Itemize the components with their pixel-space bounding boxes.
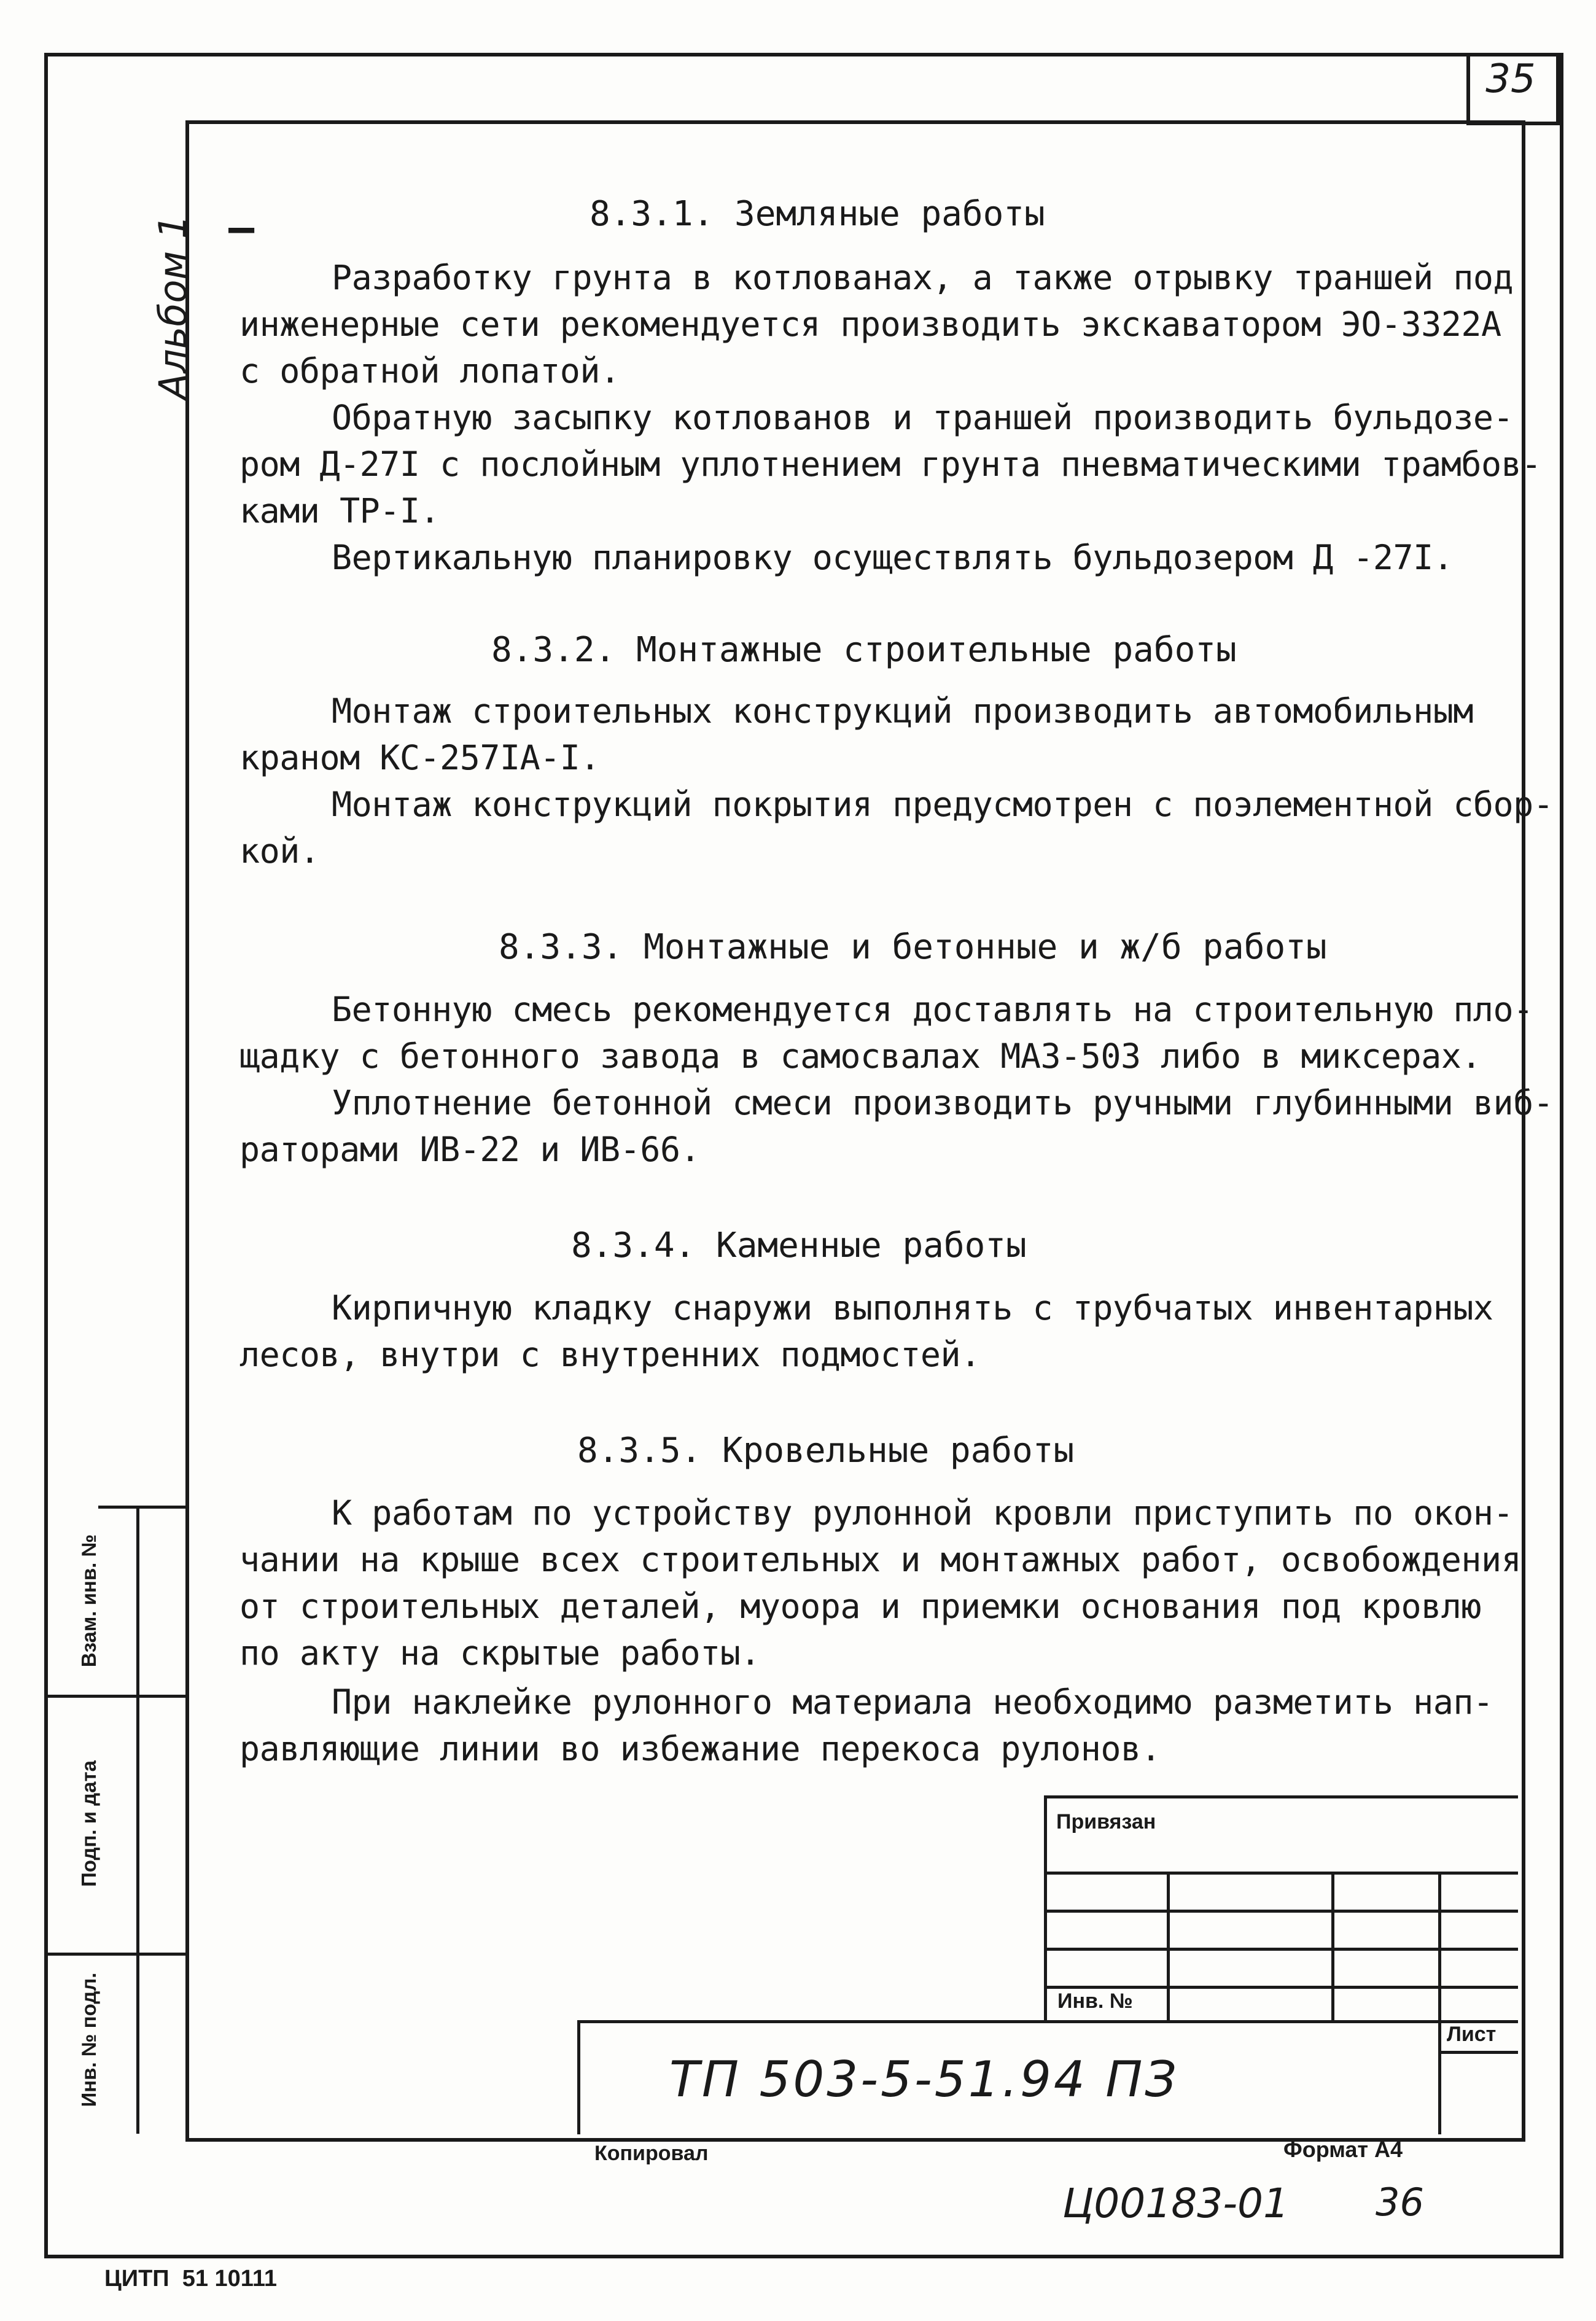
privyazan-label: Привязан [1056,1810,1156,1833]
title-block-line [1044,1872,1518,1875]
page-number: 35 [1485,56,1536,102]
cip-code: ЦИТП 51 10111 [104,2266,278,2292]
text-line: инженерные сети рекомендуется производить экскаватором ЭО-3322А [239,305,1501,344]
side-stamp-line [44,1695,189,1698]
format-label: Формат А4 [1283,2137,1403,2162]
text-line: Монтаж строительных конструкций производить автомобильным [332,691,1473,731]
text-line: Бетонную смесь рекомендуется доставлять на строительную пло- [332,990,1533,1029]
side-stamp-line [136,1507,139,2134]
text-line: Вертикальную планировку осуществлять бульдозером Д -27I. [332,538,1454,577]
text-line: Уплотнение бетонной смеси производить ручными глубинными виб- [332,1083,1554,1122]
text-line: лесов, внутри с внутренних подмостей. [239,1335,981,1374]
title-block-line [1438,2020,1441,2134]
side-stamp-line [44,1953,189,1956]
text-line: по акту на скрытые работы. [239,1633,760,1673]
title-block-line [1331,1872,1334,2023]
text-line: чании на крыше всех строительных и монтажных работ, освобождения [239,1540,1522,1579]
heading-8-3-1: 8.3.1. Земляные работы [590,194,1045,234]
inv-no-label: Инв. № [1057,1989,1133,2013]
document-designation: ТП 503-5-51.94 ПЗ [669,2051,1179,2108]
text-line: кой. [239,831,320,871]
text-line: К работам по устройству рулонной кровли приступить по окон- [332,1493,1514,1533]
text-line: с обратной лопатой. [239,351,620,391]
text-line: При наклейке рулонного материала необходимо разметить нап- [332,1682,1493,1722]
album-label: Альбом 1 [150,214,195,400]
text-line: Монтаж конструкций покрытия предусмотрен с поэлементной сбор- [332,785,1554,824]
text-line: щадку с бетонного завода в самосвалах МАЗ-503 либо в миксерах. [239,1036,1481,1076]
side-stamp-line [98,1506,189,1509]
handwritten-code: Ц00183-01 [1062,2180,1289,2227]
text-line: от строительных деталей, муоора и приемки основания под кровлю [239,1587,1481,1626]
text-line: ками ТР-I. [239,491,440,531]
text-line: краном КС-257IА-I. [239,738,601,777]
title-block-line [1438,2051,1518,2054]
handwritten-number: 36 [1376,2180,1424,2225]
side-stamp-podp: Подп. и дата [77,1760,100,1887]
text-line: Обратную засыпку котлованов и траншей производить бульдозе- [332,398,1514,437]
heading-8-3-3: 8.3.3. Монтажные и бетонные и ж/б работы [499,927,1327,967]
title-block-line [1167,1872,1170,2023]
dash-mark: – [228,203,255,253]
list-label: Лист [1447,2023,1497,2046]
text-line: равляющие линии во избежание перекоса рулонов. [239,1729,1161,1768]
title-block-line [1044,1910,1518,1913]
kopiroval-label: Копировал [594,2142,709,2165]
text-line: ром Д-27I с послойным уплотнением грунта пневматическими трамбов- [239,445,1541,484]
heading-8-3-2: 8.3.2. Монтажные строительные работы [491,630,1237,670]
heading-8-3-5: 8.3.5. Кровельные работы [577,1431,1075,1471]
heading-8-3-4: 8.3.4. Каменные работы [571,1226,1027,1265]
title-block-line [1438,1872,1441,2023]
text-line: раторами ИВ-22 и ИВ-66. [239,1130,701,1169]
title-block-line [1044,1948,1518,1951]
side-stamp-vzam: Взам. инв. № [77,1534,100,1668]
side-stamp-inv: Инв. № подл. [77,1972,100,2107]
text-line: Кирпичную кладку снаружи выполнять с трубчатых инвентарных [332,1288,1493,1328]
text-line: Разработку грунта в котлованах, а также отрывку траншей под [332,258,1514,297]
title-block-line [1044,1986,1518,1989]
